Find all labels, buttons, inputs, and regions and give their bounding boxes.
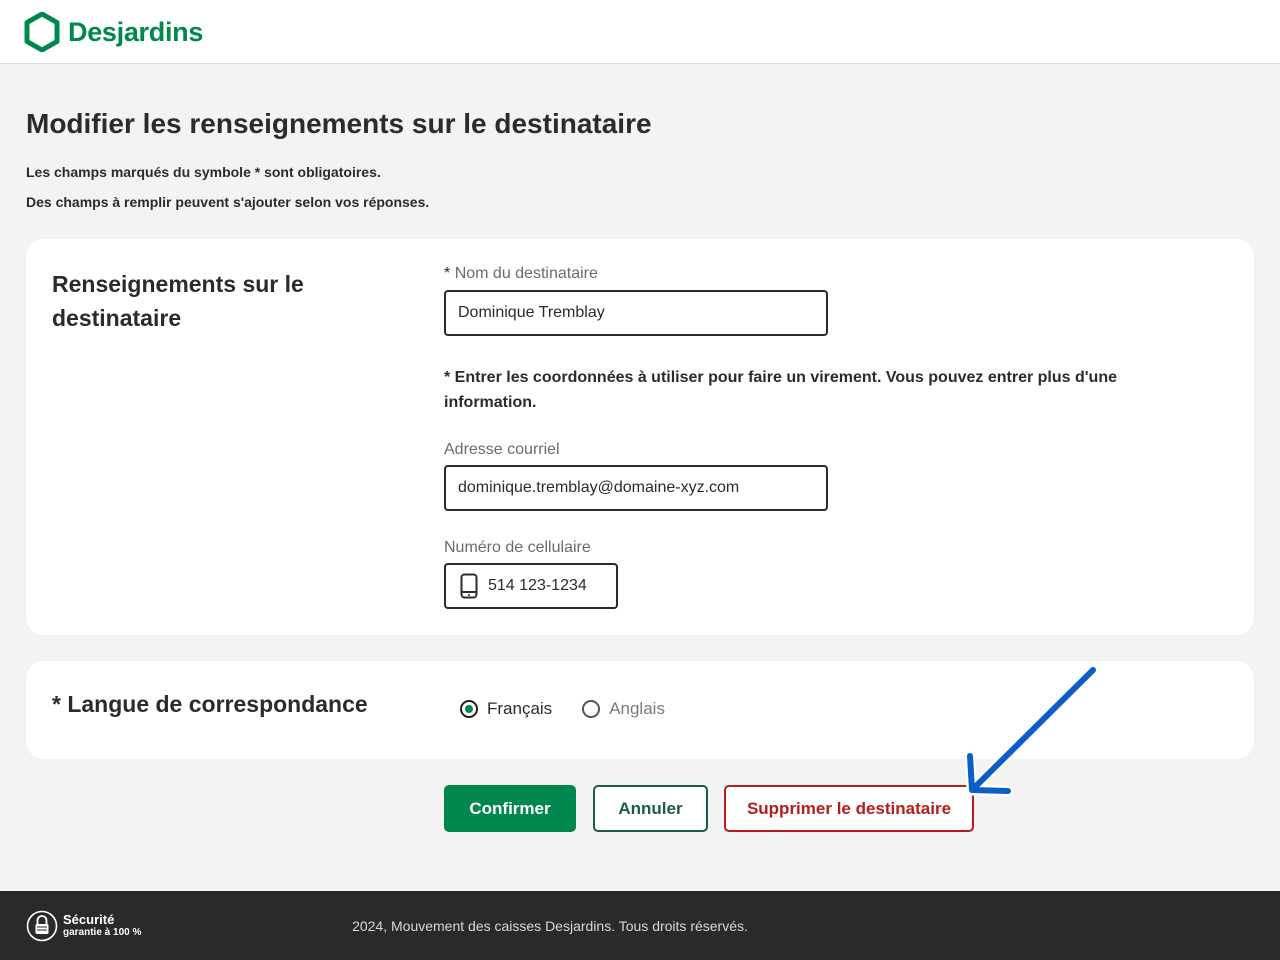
recipient-name-input[interactable] bbox=[444, 290, 828, 336]
confirm-button[interactable]: Confirmer bbox=[444, 785, 576, 832]
required-fields-note: Les champs marqués du symbole * sont obligatoires. bbox=[26, 164, 381, 180]
dynamic-fields-note: Des champs à remplir peuvent s'ajouter selon vos réponses. bbox=[26, 194, 430, 210]
pointer-arrow-icon bbox=[950, 660, 1110, 810]
phone-value: 514 123-1234 bbox=[488, 577, 587, 594]
email-label: Adresse courriel bbox=[444, 441, 560, 458]
cancel-button[interactable]: Annuler bbox=[593, 785, 708, 832]
security-title: Sécurité bbox=[63, 912, 115, 927]
radio-anglais-label: Anglais bbox=[609, 699, 665, 718]
brand-name: Desjardins bbox=[68, 16, 204, 47]
site-footer bbox=[0, 891, 1280, 960]
recipient-name-label bbox=[444, 265, 598, 283]
language-section-title: * Langue de correspondance bbox=[52, 691, 368, 717]
radio-selected-icon[interactable] bbox=[460, 700, 478, 718]
phone-input[interactable] bbox=[444, 563, 618, 609]
phone-label: Numéro de cellulaire bbox=[444, 539, 591, 556]
radio-francais[interactable] bbox=[460, 699, 552, 719]
security-subtitle: garantie à 100 % bbox=[63, 927, 142, 938]
copyright-text: 2024, Mouvement des caisses Desjardins. Tous droits réservés. bbox=[352, 918, 748, 934]
email-value: dominique.tremblay@domaine-xyz.com bbox=[458, 479, 740, 496]
required-mark: * bbox=[444, 265, 451, 282]
recipient-name-label-text: Nom du destinataire bbox=[454, 265, 598, 282]
contact-instructions: * Entrer les coordonnées à utiliser pour faire un virement. Vous pouvez entrer plus d'une information. bbox=[444, 369, 1117, 411]
radio-anglais[interactable] bbox=[582, 699, 665, 719]
recipient-section-title: Renseignements sur le destinataire bbox=[52, 271, 304, 331]
desjardins-logo[interactable] bbox=[24, 12, 203, 52]
mobile-phone-icon bbox=[460, 573, 478, 599]
radio-unselected-icon[interactable] bbox=[582, 700, 600, 718]
page-title: Modifier les renseignements sur le destinataire bbox=[26, 108, 652, 139]
radio-francais-label: Français bbox=[487, 699, 553, 718]
site-header bbox=[0, 0, 1280, 64]
desjardins-hexagon-icon bbox=[24, 12, 60, 52]
delete-recipient-button[interactable]: Supprimer le destinataire bbox=[724, 785, 974, 832]
recipient-info-card bbox=[26, 239, 1254, 635]
recipient-name-value: Dominique Tremblay bbox=[458, 304, 605, 321]
email-input[interactable] bbox=[444, 465, 828, 511]
language-radio-group bbox=[460, 699, 695, 719]
